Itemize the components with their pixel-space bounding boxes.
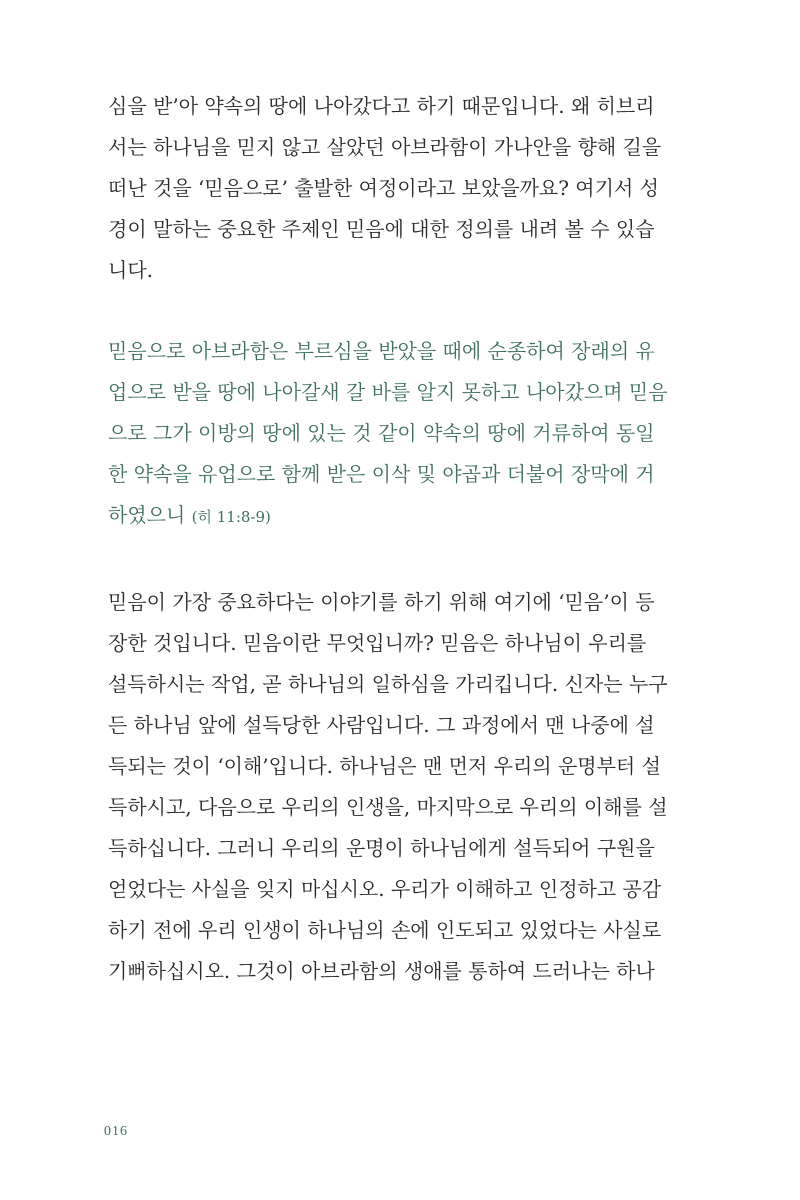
quote-line: 한 약속을 유업으로 함께 받은 이삭 및 야곱과 더불어 장막에 거	[108, 462, 655, 486]
quote-line: 업으로 받을 땅에 나아갈새 갈 바를 알지 못하고 나아갔으며 믿음	[108, 380, 668, 404]
text-line: 하기 전에 우리 인생이 하나님의 손에 인도되고 있었다는 사실로	[108, 918, 662, 942]
paragraph-1	[108, 86, 662, 291]
text-line: 믿음이 가장 중요하다는 이야기를 하기 위해 여기에 ‘믿음’이 등	[108, 590, 655, 614]
page-number: 016	[104, 1124, 128, 1139]
text-line: 얻었다는 사실을 잊지 마십시오. 우리가 이해하고 인정하고 공감	[108, 877, 662, 901]
text-line: 설득하시는 작업, 곧 하나님의 일하심을 가리킵니다. 신자는 누구	[108, 672, 668, 696]
text-line: 득하십니다. 그러니 우리의 운명이 하나님에게 설득되어 구원을	[108, 836, 655, 860]
text-line: 득하시고, 다음으로 우리의 인생을, 마지막으로 우리의 이해를 설	[108, 795, 668, 819]
text-line: 떠난 것을 ‘믿음으로’ 출발한 여정이라고 보았을까요? 여기서 성	[108, 176, 659, 200]
text-line: 득되는 것이 ‘이해’입니다. 하나님은 맨 먼저 우리의 운명부터 설	[108, 754, 661, 778]
scripture-reference: (히 11:8-9)	[191, 508, 271, 526]
quote-line: 믿음으로 아브라함은 부르심을 받았을 때에 순종하여 장래의 유	[108, 339, 655, 363]
text-line: 서는 하나님을 믿지 않고 살았던 아브라함이 가나안을 향해 길을	[108, 135, 662, 159]
text-line: 든 하나님 앞에 설득당한 사람입니다. 그 과정에서 맨 나중에 설	[108, 713, 655, 737]
quote-line: 으로 그가 이방의 땅에 있는 것 같이 약속의 땅에 거류하여 동일	[108, 421, 655, 445]
quote-line-text: 하였으니	[108, 503, 186, 527]
paragraph-2	[108, 582, 668, 992]
paragraph-spacer	[108, 538, 640, 582]
quote-line-last	[108, 495, 640, 538]
text-line: 경이 말하는 중요한 주제인 믿음에 대한 정의를 내려 볼 수 있습	[108, 217, 655, 241]
text-line: 니다.	[108, 258, 153, 282]
page-body	[108, 86, 668, 992]
text-line: 심을 받’아 약속의 땅에 나아갔다고 하기 때문입니다. 왜 히브리	[108, 94, 655, 118]
text-line: 기뻐하십시오. 그것이 아브라함의 생애를 통하여 드러나는 하나	[108, 959, 655, 983]
text-line: 장한 것입니다. 믿음이란 무엇입니까? 믿음은 하나님이 우리를	[108, 631, 647, 655]
scripture-quote	[108, 331, 668, 538]
paragraph-spacer	[108, 291, 640, 331]
